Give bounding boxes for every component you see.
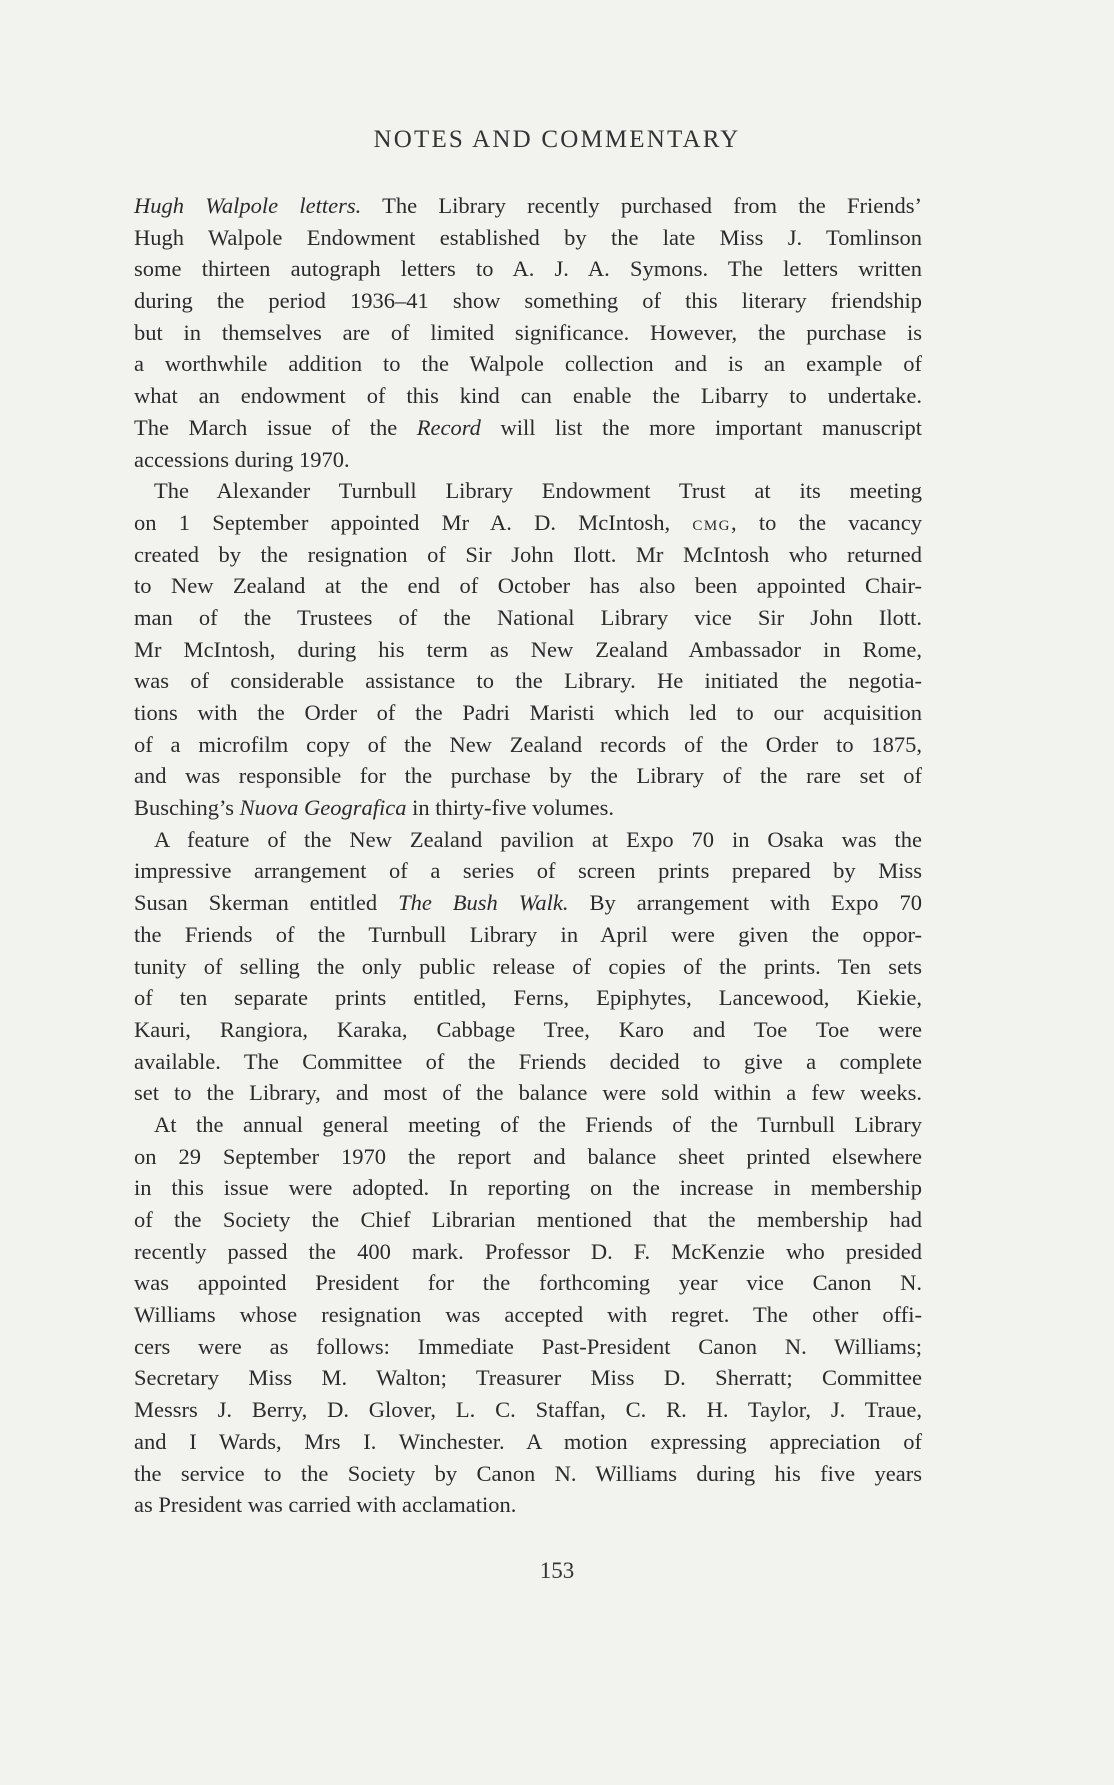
text-segment: Busching’s — [134, 795, 240, 821]
body-text — [134, 190, 922, 1521]
text-segment: By arrangement with Expo 70 — [568, 890, 923, 916]
text-segment: in this issue were adopted. In reporting on the increase in membership — [134, 1175, 922, 1201]
text-line — [134, 634, 922, 666]
text-segment: as President was carried with acclamation. — [134, 1492, 517, 1518]
text-line — [134, 317, 922, 349]
text-segment: set to the Library, and most of the balance were sold within a few weeks. — [134, 1080, 922, 1106]
italic-text: Hugh Walpole letters. — [134, 193, 362, 218]
paragraph — [134, 824, 922, 1109]
text-line — [134, 1331, 922, 1363]
text-segment: The March issue of the — [134, 414, 417, 440]
text-segment: on 1 September appointed Mr A. D. McIntosh, — [134, 509, 693, 535]
text-segment: of ten separate prints entitled, Ferns, Epiphytes, Lancewood, Kiekie, — [134, 985, 922, 1011]
text-segment: tunity of selling the only public release of copies of the prints. Ten sets — [134, 953, 922, 979]
text-segment: and I Wards, Mrs I. Winchester. A motion expressing appreciation of — [134, 1428, 922, 1454]
text-line — [134, 1426, 922, 1458]
text-segment: Messrs J. Berry, D. Glover, L. C. Staffan, C. R. H. Taylor, J. Traue, — [134, 1397, 922, 1423]
text-line — [134, 1046, 922, 1078]
text-segment: in thirty-five volumes. — [406, 795, 614, 821]
text-line — [134, 1458, 922, 1490]
text-segment: and was responsible for the purchase by the Library of the rare set of — [134, 763, 922, 789]
text-line — [134, 1141, 922, 1173]
text-segment: At the annual general meeting of the Friends of the Turnbull Library — [154, 1111, 922, 1137]
text-line — [134, 1109, 922, 1141]
text-segment: Hugh Walpole Endowment established by the late Miss J. Tomlinson — [134, 224, 922, 250]
text-line — [134, 951, 922, 983]
text-segment: the Friends of the Turnbull Library in April were given the oppor- — [134, 921, 922, 947]
text-line — [134, 285, 922, 317]
text-segment: on 29 September 1970 the report and balance sheet printed elsewhere — [134, 1143, 922, 1169]
text-segment: recently passed the 400 mark. Professor D. F. McKenzie who presided — [134, 1238, 922, 1264]
text-segment: man of the Trustees of the National Library vice Sir John Ilott. — [134, 604, 922, 630]
text-line — [134, 760, 922, 792]
paragraph — [134, 475, 922, 824]
text-segment: a worthwhile addition to the Walpole collection and is an example of — [134, 351, 922, 377]
text-line — [134, 824, 922, 856]
text-segment: The Library recently purchased from the Friends’ — [361, 193, 923, 218]
text-segment: created by the resignation of Sir John Ilott. Mr McIntosh who returned — [134, 541, 922, 567]
italic-text: Record — [416, 414, 481, 440]
text-segment: , to the vacancy — [731, 509, 922, 535]
text-line — [134, 412, 922, 444]
text-segment: of the Society the Chief Librarian mentioned that the membership had — [134, 1207, 922, 1232]
italic-text: The Bush Walk. — [398, 890, 569, 916]
text-segment: cers were as follows: Immediate Past-President Canon N. Williams; — [134, 1333, 922, 1359]
text-line — [134, 222, 922, 254]
paragraph — [134, 190, 922, 475]
text-line — [134, 1014, 922, 1046]
small-caps-text: CMG — [692, 517, 732, 534]
text-line — [134, 602, 922, 634]
text-line — [134, 855, 922, 887]
text-line — [134, 539, 922, 571]
text-line — [134, 570, 922, 602]
text-line — [134, 380, 922, 412]
text-segment: what an endowment of this kind can enable the Libarry to undertake. — [134, 383, 922, 409]
text-line — [134, 729, 922, 761]
text-line — [134, 444, 922, 476]
text-segment: impressive arrangement of a series of screen prints prepared by Miss — [134, 858, 922, 884]
text-line — [134, 348, 922, 380]
text-line — [134, 507, 922, 539]
text-segment: will list the more important manuscript — [480, 414, 922, 440]
text-segment: Kauri, Rangiora, Karaka, Cabbage Tree, Karo and Toe Toe were — [134, 1016, 922, 1042]
text-segment: The Alexander Turnbull Library Endowment Trust at its meeting — [154, 478, 922, 504]
italic-text: Nuova Geografica — [239, 795, 407, 821]
text-segment: but in themselves are of limited significance. However, the purchase is — [134, 319, 922, 345]
text-line — [134, 475, 922, 507]
text-segment: of a microfilm copy of the New Zealand records of the Order to 1875, — [134, 731, 922, 757]
text-segment: available. The Committee of the Friends decided to give a complete — [134, 1048, 922, 1074]
text-line — [134, 190, 922, 222]
text-line — [134, 1299, 922, 1331]
text-line — [134, 1172, 922, 1204]
text-line — [134, 982, 922, 1014]
text-segment: some thirteen autograph letters to A. J. A. Symons. The letters written — [134, 256, 922, 282]
text-segment: Susan Skerman entitled — [134, 890, 399, 916]
text-line — [134, 919, 922, 951]
text-segment: accessions during 1970. — [134, 446, 350, 472]
text-line — [134, 253, 922, 285]
text-line — [134, 1394, 922, 1426]
text-segment: tions with the Order of the Padri Maristi which led to our acquisition — [134, 700, 922, 725]
text-segment: the service to the Society by Canon N. Williams during his five years — [134, 1460, 922, 1486]
text-segment: Mr McIntosh, during his term as New Zealand Ambassador in Rome, — [134, 636, 922, 662]
text-segment: A feature of the New Zealand pavilion at Expo 70 in Osaka was the — [154, 826, 922, 852]
text-line — [134, 792, 922, 824]
text-line — [134, 697, 922, 729]
paragraph — [134, 1109, 922, 1521]
text-line — [134, 887, 922, 919]
text-segment: Secretary Miss M. Walton; Treasurer Miss D. Sherratt; Committee — [134, 1365, 922, 1391]
text-line — [134, 1267, 922, 1299]
text-line — [134, 1236, 922, 1268]
text-line — [134, 1077, 922, 1109]
text-segment: was of considerable assistance to the Library. He initiated the negotia- — [134, 668, 922, 694]
text-segment: was appointed President for the forthcoming year vice Canon N. — [134, 1270, 922, 1296]
text-line — [134, 665, 922, 697]
text-segment: Williams whose resignation was accepted with regret. The other offi- — [134, 1302, 922, 1328]
page-number: 153 — [539, 1558, 575, 1583]
text-line — [134, 1204, 922, 1236]
text-line — [134, 1362, 922, 1394]
text-segment: to New Zealand at the end of October has also been appointed Chair- — [134, 573, 922, 599]
text-line — [134, 1489, 922, 1521]
text-segment: during the period 1936–41 show something of this literary friendship — [134, 288, 922, 314]
running-head: NOTES AND COMMENTARY — [373, 126, 741, 153]
